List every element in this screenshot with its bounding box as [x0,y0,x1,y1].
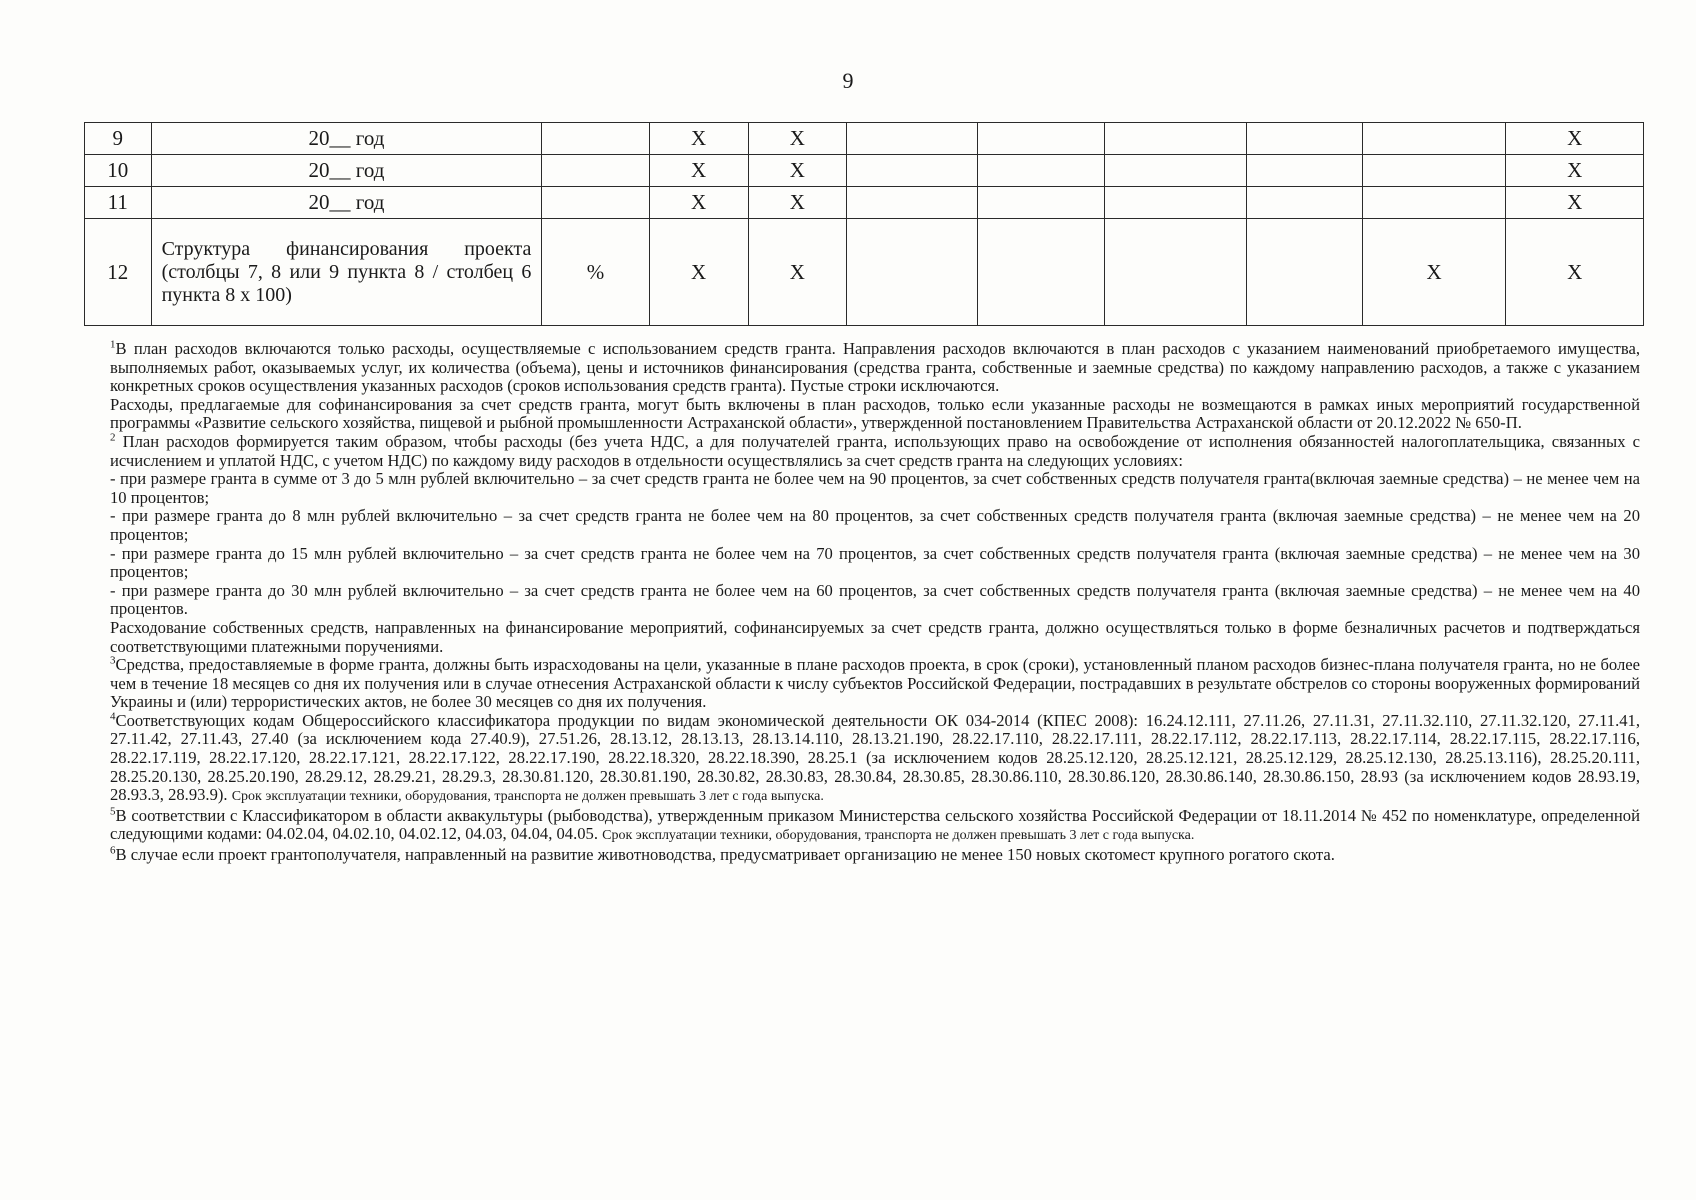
footnote-text: План расходов формируется таким образом, чтобы расходы (без учета НДС, а для получателей гранта, использующих право на освобождение от исполнения обязанностей налогоплательщика, связанных с исчислением и уплатой НДС, с учетом НДС) по каждому виду расходов в отдельности осуществлялись за счет средств гранта на следующих условиях: [110,431,1640,470]
footnote-text: В соответствии с Классификатором в области аквакультуры (рыбоводства), утвержденным приказом Министерства сельского хозяйства Российской Федерации от 18.11.2014 № 452 по номенклатуре, определенной следующими кодами: 04.02.04, 04.02.10, 04.02.12, 04.03, 04.04, 04.05. [110,805,1640,844]
footnote-marker: 4 [110,710,116,723]
table-row [85,155,1644,187]
footnote-marker: 1 [110,338,116,351]
unit-cell [542,187,649,219]
x-mark: X [748,219,847,326]
row-label: Структура финансирования проекта (столбцы 7, 8 или 9 пункта 8 / столбец 6 пункта 8 х 100) [151,219,542,326]
footnote-paragraph: Расходование собственных средств, направленных на финансирование мероприятий, софинансируемых за счет средств гранта, должно осуществляться только в форме безналичных расчетов и подтверждаться соответствующими платежными поручениями. [110,617,1640,656]
footnote-paragraph: Расходы, предлагаемые для софинансирования за счет средств гранта, могут быть включены в план расходов, только если указанные расходы не возмещаются в рамках иных мероприятий государственной программы «Развитие сельского хозяйства, пищевой и рыбной промышленности Астраханской области», утвержденной постановлением Правительства Астраханской области от 20.12.2022 № 650-П. [110,394,1640,433]
table-row [85,123,1644,155]
cell-col10 [1362,155,1506,187]
footnote-text: Соответствующих кодам Общероссийского классификатора продукции по видам экономической деятельности ОК 034-2014 (КПЕС 2008): 16.24.12.111, 27.11.26, 27.11.31, 27.11.32.110, 27.11.32.120, 27.11.41, 27.11.42, 27.11.43, 27.40 (за исключением кода 27.40.9), 27.51.26, 28.13.12, 28.13.13, 28.13.14.110, 28.13.21.190, 28.22.17.110, 28.22.17.111, 28.22.17.112, 28.22.17.113, 28.22.17.114, 28.22.17.115, 28.22.17.116, 28.22.17.119, 28.22.17.120, 28.22.17.121, 28.22.17.122, 28.22.17.190, 28.22.18.320, 28.22.18.390, 28.25.1 (за исключением кодов 28.25.12.120, 28.25.12.121, 28.25.12.129, 28.25.12.130, 28.25.13.116), 28.25.20.111, 28.25.20.130, 28.25.20.190, 28.29.12, 28.29.21, 28.29.3, 28.30.81.120, 28.30.81.190, 28.30.82, 28.30.83, 28.30.84, 28.30.85, 28.30.86.110, 28.30.86.120, 28.30.86.140, 28.30.86.150, 28.93 (за исключением кодов 28.93.19, 28.93.3, 28.93.9). [110,710,1640,805]
footnote-marker: 5 [110,805,116,818]
empty-cell [978,155,1105,187]
footnote-text: Средства, предоставляемые в форме гранта, должны быть израсходованы на цели, указанные в плане расходов проекта, в срок (сроки), установленный планом расходов бизнес-плана получателя гранта, но не более чем в течение 18 месяцев со дня их получения или в случае отнесения Астраханской области к числу субъектов Российской Федерации, пострадавших в результате обстрелов со стороны вооруженных формирований Украины и (или) террористических актов, не более 30 месяцев со дня их получения. [110,655,1640,712]
footnote-2 [110,433,1640,470]
x-mark: X [748,187,847,219]
expense-plan-table [84,122,1644,326]
row-label: 20__ год [151,123,542,155]
footnote-small-text: Срок эксплуатации техники, оборудования, транспорта не должен превышать 3 лет с года выпуска. [231,789,824,805]
empty-cell [1104,155,1246,187]
empty-cell [1104,219,1246,326]
empty-cell [1246,187,1362,219]
x-mark: X [649,187,748,219]
x-mark: X [748,155,847,187]
footnote-paragraph: - при размере гранта до 30 млн рублей включительно – за счет средств гранта не более чем на 60 процентов, за счет собственных средств получателя гранта (включая заемные средства) – не менее чем на 40 процентов. [110,580,1640,619]
footnote-1 [110,340,1640,396]
table-row [85,187,1644,219]
x-mark: X [649,219,748,326]
row-number: 11 [85,187,152,219]
x-mark: X [1506,123,1644,155]
x-mark: X [748,123,847,155]
empty-cell [847,219,978,326]
footnote-marker: 2 [110,431,116,444]
empty-cell [1246,155,1362,187]
footnote-5 [110,807,1640,846]
x-mark: X [1506,155,1644,187]
empty-cell [847,123,978,155]
empty-cell [978,123,1105,155]
x-mark: X [649,155,748,187]
row-number: 10 [85,155,152,187]
footnote-4 [110,712,1640,807]
footnote-small-text: Срок эксплуатации техники, оборудования, транспорта не должен превышать 3 лет с года выпуска. [602,828,1195,844]
empty-cell [1246,123,1362,155]
cell-col10 [1362,123,1506,155]
footnote-marker: 6 [110,844,116,857]
empty-cell [1104,123,1246,155]
row-number: 12 [85,219,152,326]
footnote-marker: 3 [110,654,116,667]
unit-cell [542,155,649,187]
footnote-3 [110,656,1640,712]
footnote-paragraph: - при размере гранта до 8 млн рублей включительно – за счет средств гранта не более чем на 80 процентов, за счет собственных средств получателя гранта (включая заемные средства) – не менее чем на 20 процентов; [110,506,1640,544]
footnote-6 [110,846,1640,865]
footnote-text: В план расходов включаются только расходы, осуществляемые с использованием средств гранта. Направления расходов включаются в план расходов с указанием наименований приобретаемого имущества, выполняемых работ, оказываемых услуг, их количества (объема), цены и источников финансирования (средства гранта, собственные и заемные средства) по каждому направлению расходов, а также с указанием конкретных сроков осуществления указанных расходов (сроков использования средств гранта). Пустые строки исключаются. [110,339,1640,396]
unit-cell: % [542,219,649,326]
x-mark: X [649,123,748,155]
footnote-paragraph: - при размере гранта в сумме от 3 до 5 млн рублей включительно – за счет средств гранта не более чем на 90 процентов, за счет собственных средств получателя гранта(включая заемные средства) – не менее чем на 10 процентов; [110,469,1640,507]
x-mark: X [1362,219,1506,326]
empty-cell [847,155,978,187]
row-label: 20__ год [151,155,542,187]
table-row [85,219,1644,326]
x-mark: X [1506,187,1644,219]
row-label: 20__ год [151,187,542,219]
footnotes [110,340,1640,865]
row-number: 9 [85,123,152,155]
empty-cell [978,187,1105,219]
empty-cell [1246,219,1362,326]
footnote-paragraph: - при размере гранта до 15 млн рублей включительно – за счет средств гранта не более чем на 70 процентов, за счет собственных средств получателя гранта (включая заемные средства) – не менее чем на 30 процентов; [110,543,1640,582]
empty-cell [1104,187,1246,219]
cell-col10 [1362,187,1506,219]
unit-cell [542,123,649,155]
x-mark: X [1506,219,1644,326]
empty-cell [978,219,1105,326]
page-number: 9 [842,68,854,93]
footnote-text: В случае если проект грантополучателя, направленный на развитие животноводства, предусматривает организацию не менее 150 новых скотомест крупного рогатого скота. [115,845,1335,865]
empty-cell [847,187,978,219]
